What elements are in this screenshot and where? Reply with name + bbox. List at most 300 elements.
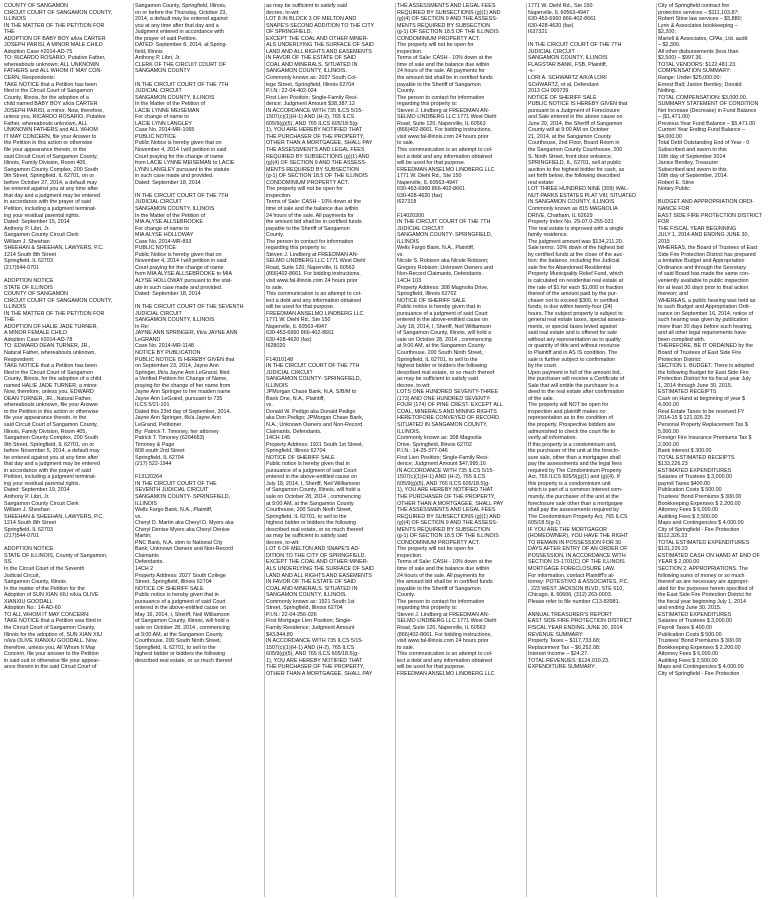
notice-text-line: dence; Judgment Amount $38,387.12: [266, 101, 355, 108]
notice-text-line: I627318: [397, 199, 417, 206]
notice-text-line: Dated: September 18, 2014: [135, 291, 201, 298]
notice-text-line: Dated: September 15, 2014: [4, 219, 70, 226]
notice-text-line: Ordinance and through the Secretary: [658, 264, 746, 271]
notice-text-line: Case No. 2014-MR-1065: [135, 127, 195, 134]
notice-text-line: Concern, file your answer to the Petition: [4, 651, 99, 658]
notice-text-line: 1771 W. Diehl Rd., Ste 150: [528, 3, 593, 9]
notice-text-line: – $2,300.: [658, 42, 681, 49]
notice-text-line: 24 hours of the sale. All payments for: [397, 68, 485, 75]
notice-text-line: decree, to-wit:: [266, 539, 300, 546]
notice-text-line: Petition, including a judgment terminat-: [4, 474, 97, 481]
notice-text-line: Board of Trustees of East Side Fire: [658, 349, 742, 356]
notice-text-line: JUDICIAL CIRCUIT: [397, 225, 444, 232]
notice-text-line: THE ASSESSMENTS AND LEGAL FEES: [397, 3, 496, 9]
notice-text-line: William J. Sheehan: [4, 507, 50, 514]
notice-text-line: SANGAMON COUNTY, ILLINOIS: [135, 94, 215, 101]
notice-text-line: thereon; and: [658, 291, 689, 298]
notice-text-line: Wells Fargo Bank, N.A., Plaintiff,: [397, 245, 475, 252]
notice-text-line: Sangamon County, Springfield, Illinois,: [135, 3, 227, 9]
notice-text-line: Adoption No.: 14-AD-60: [4, 605, 61, 612]
notice-text-line: IN THE CIRCUIT COURT OF THE SEVENTH: [135, 304, 244, 311]
notice-text-line: Father, whereabouts unknown, ALL: [4, 120, 88, 127]
notice-text-line: Public notice is hereby given that in: [397, 304, 481, 311]
notice-text-line: Court praying for the change of name: [135, 264, 224, 271]
notice-text-line: highest bidder or bidders the following: [397, 363, 488, 370]
notice-text-line: The real estate is improved with a single: [528, 225, 624, 232]
notice-text-line: Anthony P. Libri, Jr.: [4, 494, 50, 501]
notice-text-line: ESTIMATED RECEIPTS: [658, 389, 717, 396]
notice-text-line: Naperville, IL 60563-4947: [528, 9, 589, 16]
notice-text-line: entered in the above-entitled cause on: [135, 605, 226, 612]
notice-text-line: time of sale and the balance due within: [266, 205, 359, 212]
notice-text-line: before October 27, 2014, a default may: [4, 179, 97, 186]
notice-text-line: Chicago, IL 60606, (312) 263-0003.: [528, 592, 613, 599]
notice-text-line: at 9:00 AM, at the Sangamon County: [266, 500, 354, 507]
notice-text-line: County, Illinois, for the adoption of a: [4, 94, 89, 101]
notice-text-line: 1), YOU ARE HEREBY NOTIFIED THAT: [266, 657, 363, 664]
notice-text-line: CERN, Respondents:: [4, 75, 56, 82]
notice-text-line: 1507(c)(1)(H-1) AND (H-2), 765 ILCS: [397, 474, 486, 481]
notice-text-line: 808 south 2nd Street: [135, 448, 185, 455]
notice-text-line: the purchaser will receive a Certificate of: [528, 376, 625, 383]
notice-text-line: funds, is due within twenty-four (24): [528, 304, 613, 311]
notice-text-line: I627321: [528, 29, 548, 36]
notice-text-line: Illinois for the adoption of, SUN XIAN XIU: [4, 631, 103, 638]
notice-text-line: admonished to check the court file to: [528, 428, 616, 435]
notice-text-line: 605/9(g)(5), AND 765 ILCS 605/18.5(g-: [397, 480, 490, 487]
notice-text-line: as may be sufficient to satisfy said: [397, 376, 478, 383]
notice-text-line: ADOPTION NOTICE: [4, 546, 54, 553]
notice-text-line: said Circuit Court of Sangamon County,: [4, 422, 98, 428]
notice-text-line: Sangamon County Circuit Clerk: [4, 500, 79, 507]
notice-text-line: Springfield, Illinois 62702: [397, 291, 457, 298]
notice-text-line: Steven J. Lindberg at FREEDMAN AN-: [266, 251, 359, 258]
notice-text-line: will be used for that purpose.: [397, 160, 466, 167]
notice-text-line: The property will not be open for: [397, 546, 474, 553]
notice-text-line: payable to the Sheriff of Sangamon: [397, 81, 481, 88]
notice-text-line: Publication Costs $ 500.00: [658, 487, 722, 494]
notice-text-line: Courthouse, 200 South Ninth Street,: [266, 507, 353, 514]
notice-text-line: City of Springfield - Fire Protection: [658, 670, 740, 677]
notice-text-line: lect a debt and any information obtained: [397, 153, 493, 160]
notice-text-line: Salaries of Trustees $ 3,000.00: [658, 618, 732, 625]
notice-text-line: Replacement Tax – $6,252.08;: [528, 644, 601, 651]
notice-text-line: veniently available to public inspection: [658, 277, 749, 284]
notice-text-line: Sale that will entitle the purchaser to a: [528, 382, 619, 389]
notice-text-line: as may be sufficient to satisfy said: [266, 533, 347, 540]
notice-text-line: Sangamon County Complex, 200 South: [4, 435, 99, 442]
notice-text-line: the East Side Fire Protection District for: [658, 592, 752, 599]
notice-text-line: COAL AND MINERALS. SITUATED IN: [266, 585, 358, 592]
notice-text-line: LOT THREE HUNDRED NINE (309) WAL-: [528, 186, 629, 193]
notice-text-line: Property Address: 308 Magnolia Drive,: [397, 284, 489, 291]
notice-text-line: If this property is a condominium unit,: [528, 441, 617, 448]
notice-text-line: for at least 30 days prior to final action: [658, 284, 749, 291]
notice-text-line: real estate:: [528, 179, 555, 186]
notice-text-line: decree, to-wit:: [397, 382, 431, 389]
notice-text-line: to sale.: [266, 284, 284, 291]
notice-text-line: June 20, 2014, the Sheriff of Sangamon: [528, 120, 623, 127]
notice-text-line: JPMorgan Chase Bank, N.A. S/B/M to: [266, 389, 357, 396]
notice-text-line: (HOMEOWNER), YOU HAVE THE RIGHT: [528, 533, 629, 540]
notice-text-line: ILLINOIS: [397, 238, 419, 245]
notice-text-line: THE: [4, 29, 15, 36]
notice-text-line: by certified funds at the close of the auc-: [528, 251, 624, 258]
notice-text-line: verify all information.: [528, 435, 578, 442]
notice-text-line: ALS UNDERLYING THE SURFACE OF SAID: [266, 566, 374, 573]
notice-text-line: F13120264: [135, 474, 163, 481]
notice-text-line: in such case made and provided.: [135, 173, 214, 180]
notice-text-line: field, Illinois: [135, 48, 163, 55]
notice-text-line: of said Board has made the same con-: [658, 271, 750, 278]
notice-text-line: Sangamon County Circuit Clerk: [4, 232, 79, 239]
notice-text-line: payable to the Sheriff of Sangamon: [397, 585, 481, 592]
notice-text-line: For change of name to: [135, 114, 189, 121]
notice-text-line: Springfield, Illinois 62704: [266, 448, 326, 455]
notice-text-line: CIRCUIT COURT OF SANGAMON COUNTY,: [4, 297, 113, 304]
notice-text-line: For change of name to: [135, 225, 189, 232]
notice-text-line: XIANXIU GOODALL: [4, 598, 53, 605]
notice-text-line: NOTICE OF SHERIFF SALE: [135, 585, 204, 592]
notice-text-line: Springfield, IL 62701, to sell to the: [266, 513, 347, 520]
notice-text-line: S. Ninth Street, front door entrance,: [528, 153, 613, 160]
notice-text-line: SHEEHAN & SHEEHAN, LAWYERS, P.C.: [4, 513, 104, 520]
notice-text-line: A MINOR FEMALE CHILD: [4, 330, 67, 337]
notice-text-line: ILLINOIS: [4, 304, 26, 311]
notice-text-line: 605/18.5(g-1).: [528, 520, 562, 527]
notice-text-line: the Petition in this action or otherwise: [4, 140, 93, 147]
notice-text-line: unless you, RICARDO ROSARIO, Putative: [4, 114, 106, 121]
notice-text-line: LORI A. SCHWARTZ A/K/A LORI: [528, 75, 607, 82]
notice-text-line: this property is a condominium unit: [528, 480, 611, 487]
notice-text-line: THE PURCHASER OF THE PROPERTY,: [266, 664, 365, 671]
notice-text-line: LOT 8 IN BLOCK 3 OF MELTON AND: [266, 16, 357, 23]
notice-text-line: Publication Costs $ 500.00: [658, 631, 722, 638]
notice-text-line: Jayne Ann LeGrand, pursuant to 735: [135, 395, 223, 402]
notice-text-line: MIA ALYSE HOLLOWAY: [135, 232, 194, 239]
notice-text-line: Anthony P. Libri, Jr.: [135, 55, 181, 62]
notice-text-line: -v.-: [528, 68, 536, 75]
notice-text-line: JUDICIAL CIRCUIT: [135, 88, 182, 95]
notice-text-line: Case No. 2014-MR-1148: [135, 343, 195, 350]
notice-text-line: Illinois, Family Division, Room 405,: [4, 428, 87, 435]
notice-text-line: Bank interest $ 300.00: [658, 448, 712, 455]
notice-text-line: Natural Father, whereabouts unknown,: [4, 349, 96, 356]
notice-text-line: Dated: September 18, 2014: [135, 179, 201, 186]
notice-text-line: Previous Year Fund Balance – $5,471.00: [658, 120, 756, 127]
notice-text-line: Protection District:: [658, 356, 702, 363]
notice-text-line: described real estate, or so much thereof: [397, 369, 495, 376]
notice-text-line: CONDOMINIUM PROPERTY ACT.: [397, 35, 480, 42]
notice-text-line: pursuance of a judgment of said Court: [397, 310, 488, 317]
notice-text-line: July 18, 2014, I, Sheriff, Neil Williamson: [266, 480, 361, 487]
notice-text-line: (g-1) OF SECTION 18.5 OF THE ILLINOIS: [397, 29, 499, 36]
notice-text-line: TAKE NOTICE that a Petition has been: [4, 363, 97, 370]
notice-text-line: Salaries of Trustees $ 3,000.00: [658, 474, 732, 481]
notice-text-line: First Lien Position; Single-Family Resi-: [397, 454, 489, 461]
notice-text-line: set forth below, the following described: [528, 173, 620, 180]
notice-text-line: IT MAY CONCERN, file your Answer to: [4, 133, 97, 140]
notice-text-line: file your appearance therein, in the: [4, 415, 87, 422]
notice-text-line: on September 23, 2014, Jayne Ann: [135, 363, 219, 370]
notice-text-line: following sums of money or so much: [658, 572, 745, 579]
notice-text-line: SANGAMON COUNTY- SPRINGFIELD,: [135, 494, 231, 501]
notice-text-line: $133,226.23: [658, 461, 688, 468]
notice-text-line: Jayne Ann Springer to her maiden name: [135, 389, 231, 396]
notice-text-line: This communication is an attempt to col-: [397, 651, 493, 658]
notice-text-line: be entered against you at any time after: [4, 186, 99, 193]
notice-text-line: SNAPE'S SECOND ADDITION TO THE CITY: [266, 22, 375, 29]
notice-text-line: TOTAL ESTIMATED RECEIPTS: [658, 454, 735, 461]
notice-text-line: NOTICE OF SHERIFF SALE: [397, 297, 466, 304]
notice-text-line: praying for the change of her name from: [135, 382, 231, 389]
notice-text-line: said real estate and is offered for sale: [528, 330, 618, 337]
notice-text-line: 2,000.00: [658, 441, 679, 448]
notice-text-line: EAST SIDE FIRE PROTECTION DISTRICT: [658, 212, 763, 219]
notice-text-line: Total Debt Outstanding End of Year - 0: [658, 140, 750, 147]
notice-text-line: November 4, 2014 I will petition in said: [135, 147, 227, 154]
notice-text-line: COAL, MINERALS AND MINING RIGHTS: [397, 408, 497, 415]
notice-text-line: more than 30 days before such hearing,: [658, 323, 753, 330]
notice-text-line: Personal Property Replacement Tax $: [658, 422, 748, 428]
notice-text-line: tion; the balance, including the Judicial: [528, 258, 620, 265]
notice-text-line: First Mortgage Lien Position; Single-: [266, 618, 353, 625]
notice-text-line: Claimants, Defendants.: [266, 428, 322, 435]
notice-text-line: THE PURCHASER OF THE PROPERTY,: [266, 133, 365, 140]
notice-text-line: Nicole S. Robison aka Nicole Robison;: [397, 258, 489, 265]
notice-text-line: file your appearance therein, in the: [4, 147, 87, 154]
notice-text-line: that day and a judgment may be entered: [4, 461, 100, 468]
notice-text-line: William J. Sheehan: [4, 238, 50, 245]
notice-text-line: be entered against you at any time after: [4, 454, 99, 461]
notice-text-line: 5,000.00: [658, 428, 679, 435]
notice-text-line: 630-453-6960 866-402-8661: [528, 16, 597, 23]
notice-text-line: at 9:00 AM, at the Sangamon County: [135, 631, 223, 638]
notice-text-line: Bank One, N.A., Plaintiff,: [266, 395, 326, 402]
notice-text-line: Jayne Ann Springer, f/k/a Jayne Ann: [135, 415, 221, 422]
notice-text-line: Property Municipality Relief Fund, which: [528, 271, 624, 278]
notice-text-line: JUDICIAL CIRCUIT: [135, 310, 182, 317]
notice-text-line: ing your residual parental rights.: [4, 480, 81, 487]
notice-text-line: County.: [266, 232, 285, 239]
notice-text-line: Defendants.: [135, 559, 164, 566]
notice-text-line: IN THE CIRCUIT COURT OF THE 7TH: [135, 192, 229, 199]
notice-text-line: In the Matter of the Petition of: [135, 101, 206, 108]
notice-text-line: MIA ALYSE ALLSEBROOKE: [135, 219, 203, 226]
column-divider: [526, 3, 527, 897]
notice-text-line: (217)544-0701: [4, 533, 40, 540]
notice-text-line: REVENUE SUMMARY:: [528, 631, 584, 638]
notice-text-line: COUNTY OF SANGAMON: [4, 3, 69, 9]
notice-text-line: at 9:00 AM, at the Sangamon County: [397, 343, 485, 350]
notice-text-line: 605/9(g)(5), AND 765 ILCS 605/18.5(g-: [266, 651, 359, 658]
notice-text-line: City of Springfield contract fire: [658, 3, 730, 9]
notice-text-line: OF SPRINGFIELD.: [266, 29, 313, 36]
notice-text-line: highest bidder or bidders the following: [135, 651, 226, 658]
notice-text-line: $131,226.23: [658, 546, 688, 553]
notice-text-line: that day and a judgment may be entered: [4, 192, 100, 199]
notice-text-line: WHEREAS, the Board of Trustees of East: [658, 245, 758, 252]
notice-text-line: OTHER THAN A MORTGAGEE, SHALL PAY: [266, 140, 373, 147]
notice-text-line: Subscribed and sworn to this: [658, 147, 727, 154]
notice-text-line: Act, 765 ILCS 605/9(g)(1) and (g)(4). If: [528, 474, 620, 481]
notice-text-line: The property will not be open for: [397, 42, 474, 49]
notice-text-line: a tentative Budget and Appropriation: [658, 258, 745, 265]
notice-text-line: Anthony P. Libri, Jr.: [4, 225, 50, 232]
notice-text-line: For information, contact Plaintiff's at-: [528, 572, 615, 579]
notice-text-line: Sale terms: 10% down of the highest bid: [528, 245, 624, 252]
notice-text-line: 4,000.00: [658, 402, 679, 409]
notice-text-line: BUDGET AND APPROPRIATION ORDI-: [658, 199, 755, 206]
notice-text-line: JOSEPH PARISI, a minor. Now, therefore,: [4, 107, 104, 114]
notice-text-line: time of sale and the balance due within: [397, 566, 490, 573]
notice-text-line: HERETOFORE CONVEYED OF RECORD.: [397, 415, 501, 422]
notice-text-line: which is part of a common interest com-: [528, 487, 623, 494]
notice-text-line: before November 5, 2014, a default may: [4, 448, 100, 455]
notice-text-line: IN FAVOR OF THE ESTATE OF SAID: [266, 579, 356, 586]
notice-text-line: This communication is an attempt to col-: [397, 147, 493, 154]
notice-text-line: from LACIE LYNNE MEISEMAN to LACIE: [135, 160, 235, 167]
notice-column-2: [135, 3, 261, 897]
notice-text-line: Property Address: 2027 South College: [135, 572, 226, 579]
notice-text-line: 14CH 145: [266, 435, 291, 442]
notice-text-line: general real estate taxes, special assess-: [528, 317, 627, 324]
notice-text-line: EXCEPT THE COAL AND OTHER MINER-: [266, 35, 369, 42]
notice-text-line: 16th day of September, 2014.: [658, 173, 729, 180]
notice-text-line: of Sangamon County, Illinois, will hold a: [266, 487, 361, 494]
notice-text-line: TAKE NOTICE that a Petition was filed in: [4, 618, 102, 625]
notice-text-line: DEAN TURNER, JR., Natural Father,: [4, 395, 92, 402]
notice-text-line: 1), YOU ARE HEREBY NOTIFIED THAT: [397, 487, 494, 494]
notice-text-line: Springfield, IL 62701, to sell to the: [135, 644, 216, 651]
notice-text-line: whereabouts unknown, file your Answer: [4, 402, 99, 409]
notice-text-line: First Lien Position; Single-Family Resi-: [266, 94, 358, 101]
notice-text-line: and ending June 30, 2015.: [658, 605, 722, 612]
notice-text-line: 2013 CH 000739: [528, 88, 569, 95]
notice-text-line: Martell & Associates, CPAs, Ltd. audit: [658, 35, 748, 42]
notice-text-line: PUBLIC NOTICE IS HEREBY GIVEN that: [528, 101, 628, 108]
notice-text-line: TO REMAIN IN POSSESSION FOR 30: [528, 539, 622, 546]
notice-text-line: 9th Street, Springfield, IL 62701, on or: [4, 173, 95, 180]
notice-text-line: lect a debt and any information obtained: [266, 297, 362, 304]
notice-text-line: Property Taxes – $117,733.68;: [528, 638, 601, 645]
notice-text-line: from MIA ALYSE ALLSEBROOKE to MIA: [135, 271, 233, 278]
notice-text-line: therefore, unless you, All Whom It May: [4, 644, 96, 651]
notice-text-line: 9th Street, Springfield, IL 62701, on or: [4, 441, 95, 448]
notice-text-line: City of Springfield - Fire Protection: [658, 526, 740, 533]
notice-text-line: FLAGSTAR BANK, FSB, Plaintiff,: [528, 61, 608, 68]
notice-text-line: SEVENTH JUDICIAL CIRCUIT: [135, 487, 209, 494]
notice-text-line: SELMO LINDBERG LLC 1771 West Diehl: [266, 258, 366, 265]
notice-column-1: [4, 3, 130, 897]
notice-text-line: ALYSE HOLLOWAY pursuant to the stat-: [135, 277, 232, 284]
notice-text-line: shall pay the assessments required by: [528, 507, 619, 514]
notice-column-6: [658, 3, 779, 897]
notice-text-line: the property. Prospective bidders are: [528, 422, 616, 428]
notice-text-line: Courthouse, 2nd Floor, Board Room in: [528, 140, 620, 147]
notice-text-line: Family Residence; Judgment Amount: [266, 624, 355, 631]
notice-text-line: Commonly known as: 308 Magnolia: [397, 435, 482, 442]
notice-text-line: to such Budget and Appropriation Ordi-: [658, 304, 751, 311]
notice-text-line: thereof of the amount paid by the pur-: [528, 291, 618, 298]
notice-text-line: SANGAMON COUNTY: [135, 68, 191, 75]
notice-text-line: ing your residual parental rights.: [4, 212, 81, 219]
notice-text-line: the Circuit Court of Sangamon County,: [4, 624, 96, 631]
notice-text-line: SANGAMON COUNTY- SPRINGFIELD,: [266, 376, 362, 383]
notice-text-line: TOTAL COMPENSATION: $3,000.00.: [658, 94, 748, 101]
notice-text-line: FREEDMAN ANSELMO LINDBERG LLC: [266, 310, 364, 317]
notice-text-line: IN THE CIRCUIT COURT OF THE 7TH: [528, 42, 622, 49]
notice-text-line: pursuance of a judgment of said Court: [135, 598, 226, 605]
notice-text-line: inspection.: [397, 552, 423, 559]
notice-text-line: LeGrand, Petitioner: [135, 422, 182, 428]
notice-text-line: will be used for that purpose.: [397, 664, 466, 671]
notice-text-line: THEREFORE, BE IT ORDAINED by the: [658, 343, 753, 350]
notice-text-line: JOSEPH PARISI, A MINOR MALE CHILD: [4, 42, 103, 49]
notice-text-line: SANGAMON COUNTY, ILLINOIS: [135, 317, 215, 324]
notice-text-line: The person to contact for information: [397, 598, 485, 605]
notice-text-line: entered in the above-entitled cause on: [266, 474, 357, 481]
notice-text-line: sale on October 28, 2014 , commencing: [397, 336, 492, 343]
notice-text-line: will be used for that purpose.: [266, 304, 335, 311]
notice-text-line: sale is further subject to confirmation: [528, 356, 616, 363]
notice-text-line: All other disbursements (less than: [658, 48, 739, 55]
notice-text-line: Martin;: [135, 533, 152, 540]
notice-text-line: ILLINOIS.: [397, 428, 421, 435]
notice-text-line: IN ACCORDANCE WITH 735 ILCS 5/15-: [397, 467, 495, 474]
notice-text-line: OTHER THAN A MORTGAGEE, SHALL PAY: [266, 670, 373, 677]
notice-text-line: TO ALL WHOM IT MAY CONCERN:: [4, 611, 90, 618]
notice-text-line: REQUIRED BY SUBSECTIONS (g)(1) AND: [266, 153, 370, 160]
notice-text-line: ments, or special taxes levied against: [528, 323, 617, 330]
notice-text-line: 24 hours of the sale. All payments for: [397, 572, 485, 579]
notice-text-line: DRIVE, Chatham, IL 62629: [528, 212, 593, 219]
notice-text-line: lect a debt and any information obtained: [397, 657, 493, 664]
notice-text-line: FREEDMAN ANSELMO LINDBERG LLC: [397, 670, 495, 677]
notice-text-line: SECTION 15-1701(C) OF THE ILLINOIS: [528, 559, 625, 566]
notice-text-line: JUDICIAL CIRCUIT: [266, 369, 313, 376]
notice-text-line: the following Budget for East Side Fire: [658, 369, 749, 376]
notice-text-line: torney: POTESTIVO & ASSOCIATES, P.C.: [528, 579, 630, 586]
notice-text-line: such hearing was given by publication: [658, 317, 749, 324]
notice-text-line: nance on September 16, 2014, notice of: [658, 310, 754, 317]
notice-text-line: child named BABY BOY a/k/a CARTER: [4, 101, 98, 108]
notice-text-line: family residence.: [528, 232, 569, 239]
notice-text-line: Cheryl Denise Myers aka Cheryl Denise: [135, 526, 230, 533]
notice-text-line: (g)(4) OF SECTION 9 AND THE ASSESS-: [266, 160, 367, 167]
notice-text-line: regarding this property is:: [397, 605, 458, 612]
notice-text-line: SANGAMON COUNTY, ILLINOIS.: [266, 592, 347, 599]
notice-text-line: P.I.N.: 14-25-377-046: [397, 448, 448, 455]
notice-text-line: Side Fire Protection District has prepared: [658, 251, 756, 258]
notice-text-line: Public notice is hereby given that in: [266, 461, 350, 468]
notice-text-line: Street, Springfield, Illinois 62704: [135, 579, 212, 586]
notice-text-line: Subscribed and sworn to this: [658, 166, 727, 173]
notice-text-line: ILLINOIS: [4, 16, 26, 23]
notice-text-line: EAST SIDE FIRE PROTECTION DISTRICT: [528, 618, 633, 625]
notice-text-line: to sale.: [397, 140, 415, 147]
notice-text-line: County, Illinois, for the adoption of a child: [4, 376, 102, 383]
notice-text-line: SELMO LINDBERG LLC 1771 West Diehl: [397, 618, 497, 625]
notice-text-line: or quantity of title and without recourse: [528, 343, 620, 350]
column-divider: [133, 3, 134, 897]
notice-text-line: Naperville, IL 60563-4947: [266, 323, 327, 330]
notice-text-line: Foreign Fire Insurance Premiums Tax $: [658, 435, 752, 442]
notice-text-line: LOTS ONE HUNDRED SEVENTY-THREE: [397, 389, 499, 396]
notice-text-line: IN THE MATTER OF THE PETITION FOR: [4, 310, 105, 317]
notice-text-line: Adoption of SUN XIAN XIU n/k/a OLIVE: [4, 592, 99, 599]
notice-text-line: required by The Condominium Property: [528, 467, 622, 474]
